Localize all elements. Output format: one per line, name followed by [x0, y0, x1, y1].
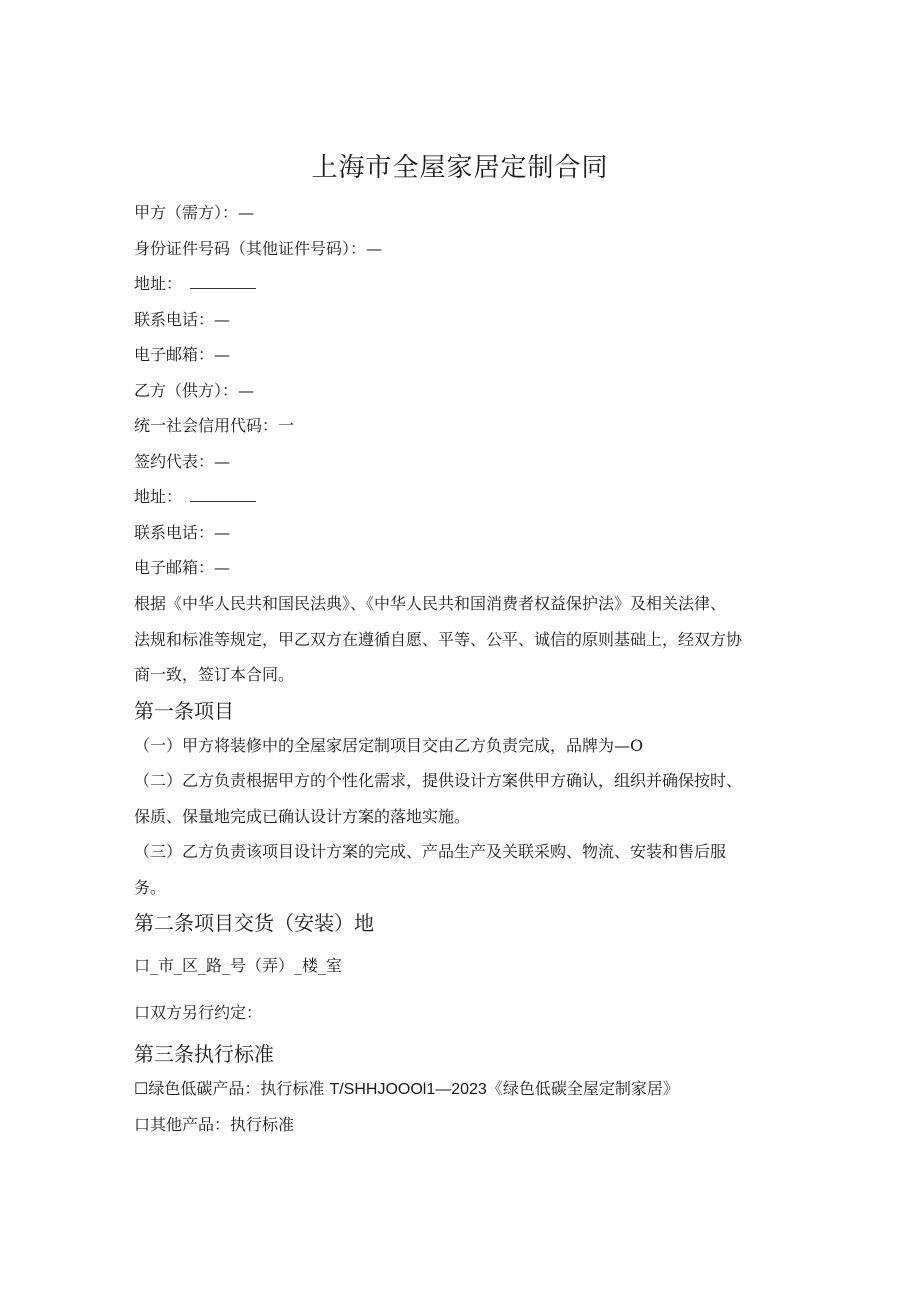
article1-heading: 第一条项目	[134, 699, 234, 723]
party-a-email: 电子邮箱：—	[134, 345, 231, 364]
party-a-phone: 联系电话：—	[134, 310, 231, 329]
address-blank-line	[190, 487, 256, 502]
article3-option-green	[134, 1077, 794, 1102]
article3-standard-code: T/SHHJOOOl1—2023	[329, 1081, 487, 1098]
article1-line: （三）乙方负责该项目设计方案的完成、产品生产及关联采购、物流、安装和售后服	[134, 842, 727, 861]
preamble-line: 商一致，签订本合同。	[134, 665, 295, 684]
article1-line: 务。	[134, 878, 167, 897]
article1-line: （一）甲方将装修中的全屋家居定制项目交由乙方负责完成，品牌为—O	[134, 736, 644, 755]
party-a-id-number: 身份证件号码（其他证件号码）：—	[134, 239, 383, 258]
article2-heading: 第二条项目交货（安装）地	[134, 911, 374, 935]
article3-heading: 第三条执行标准	[134, 1042, 274, 1066]
party-b-address-label: 地址：	[134, 487, 183, 506]
party-a-address	[134, 272, 794, 296]
party-b-credit-code: 统一社会信用代码：一	[134, 416, 295, 435]
party-b-phone: 联系电话：—	[134, 523, 231, 542]
party-b-email: 电子邮箱：—	[134, 558, 231, 577]
document-title: 上海市全屋家居定制合同	[311, 153, 609, 183]
preamble-line: 根据《中华人民共和国民法典》、《中华人民共和国消费者权益保护法》及相关法律、	[134, 594, 727, 613]
party-b-address	[134, 485, 794, 509]
article1-line: （二）乙方负责根据甲方的个性化需求，提供设计方案供甲方确认，组织并确保按时、	[134, 771, 743, 790]
address-blank-line	[190, 274, 256, 289]
preamble-line: 法规和标准等规定，甲乙双方在遵循自愿、平等、公平、诚信的原则基础上，经双方协	[134, 630, 743, 649]
article2-option-address: 口_市_区_路_号（弄）_楼_室	[134, 956, 343, 975]
article1-line: 保质、保量地完成已确认设计方案的落地实施。	[134, 807, 471, 826]
article2-option-other: 口双方另行约定：	[134, 1003, 263, 1022]
article3-option-green-prefix: ☐绿色低碳产品：执行标准	[134, 1079, 330, 1098]
party-a-address-label: 地址：	[134, 274, 183, 293]
article3-option-other: 口其他产品：执行标准	[134, 1115, 295, 1134]
party-a-label: 甲方（需方）：—	[134, 203, 255, 222]
article3-standard-name: 《绿色低碳全屋定制家居》	[486, 1079, 679, 1098]
party-b-representative: 签约代表：—	[134, 452, 231, 471]
party-b-label: 乙方（供方）：—	[134, 381, 255, 400]
